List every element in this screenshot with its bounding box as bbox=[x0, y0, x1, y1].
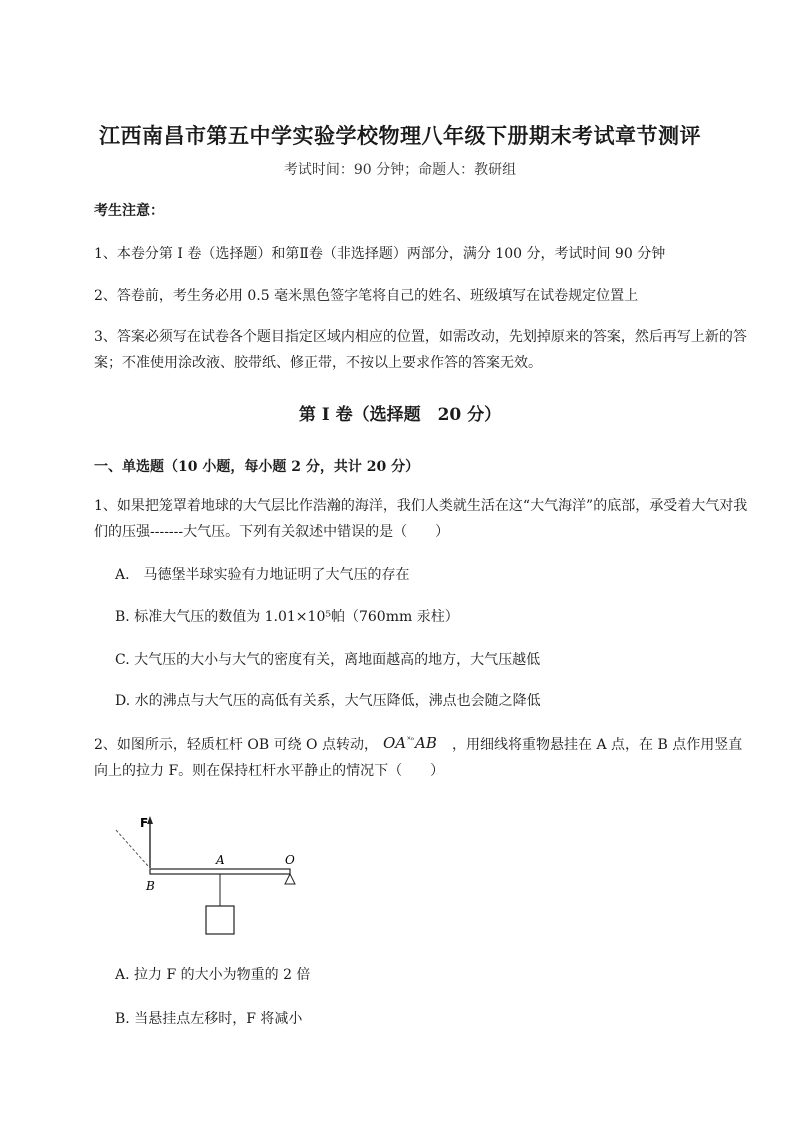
formula-oa: OA bbox=[383, 734, 407, 752]
section-title: 第 I 卷（选择题 20 分） bbox=[298, 405, 502, 425]
lever-diagram bbox=[110, 810, 310, 940]
force-label: F bbox=[140, 816, 149, 830]
lever-bar bbox=[150, 869, 290, 874]
question-1-option-d[interactable]: D. 水的沸点与大气压的高低有关系，大气压降低，沸点也会随之降低 bbox=[115, 693, 541, 709]
part-heading: 一、单选题（10 小题，每小题 2 分，共计 20 分） bbox=[94, 459, 420, 475]
point-b-label: B bbox=[146, 879, 155, 893]
exam-subtitle: 考试时间：90 分钟；命题人：教研组 bbox=[283, 162, 517, 178]
question-1-option-b[interactable]: B. 标准大气压的数值为 1.01×10⁵帕（760mm 汞柱） bbox=[115, 609, 459, 625]
question-2-stem-line2: 向上的拉力 F。则在保持杠杆水平静止的情况下（ ） bbox=[94, 763, 445, 779]
point-a-label: A bbox=[216, 853, 225, 867]
point-o-label: O bbox=[285, 853, 295, 867]
exam-title: 江西南昌市第五中学实验学校物理八年级下册期末考试章节测评 bbox=[99, 123, 701, 148]
question-2-stem-part1: 2、如图所示，轻质杠杆 OB 可绕 O 点转动， bbox=[94, 737, 378, 753]
question-2-stem-part2: ，用细线将重物悬挂在 A 点，在 B 点作用竖直 bbox=[452, 737, 743, 753]
question-1-option-c[interactable]: C. 大气压的大小与大气的密度有关，离地面越高的地方，大气压越低 bbox=[115, 652, 541, 668]
question-1-stem: 1、如果把笼罩着地球的大气层比作浩瀚的海洋，我们人类就生活在这“大气海洋”的底部，承受着大气对我们的压强-------大气压。下列有关叙述中错误的是（ ） bbox=[94, 498, 748, 540]
notice-item-3: 3、答案必须写在试卷各个题目指定区域内相应的位置，如需改动，先划掉原来的答案，然后再写上新的答案；不准使用涂改液、胶带纸、修正带，不按以上要求作答的答案无效。 bbox=[94, 329, 747, 371]
notice-item-1: 1、本卷分第 I 卷（选择题）和第Ⅱ卷（非选择题）两部分，满分 100 分，考试时间 90 分钟 bbox=[94, 246, 666, 262]
weight-block bbox=[206, 906, 234, 934]
question-2-option-a[interactable]: A. 拉力 F 的大小为物重的 2 倍 bbox=[115, 967, 311, 983]
question-2-option-b[interactable]: B. 当悬挂点左移时，F 将减小 bbox=[115, 1011, 303, 1027]
notice-heading: 考生注意： bbox=[94, 203, 164, 219]
question-1-option-a[interactable]: A. 马德堡半球实验有力地证明了大气压的存在 bbox=[115, 567, 410, 583]
formula-ab: AB bbox=[415, 734, 437, 752]
pivot-fulcrum bbox=[285, 874, 295, 884]
ratio-formula bbox=[383, 734, 437, 752]
formula-ratio-symbol: ˟ᵒ bbox=[407, 736, 415, 746]
dashed-direction-line bbox=[116, 830, 148, 866]
notice-item-2: 2、答卷前，考生务必用 0.5 毫米黑色签字笔将自己的姓名、班级填写在试卷规定位置上 bbox=[94, 288, 639, 304]
